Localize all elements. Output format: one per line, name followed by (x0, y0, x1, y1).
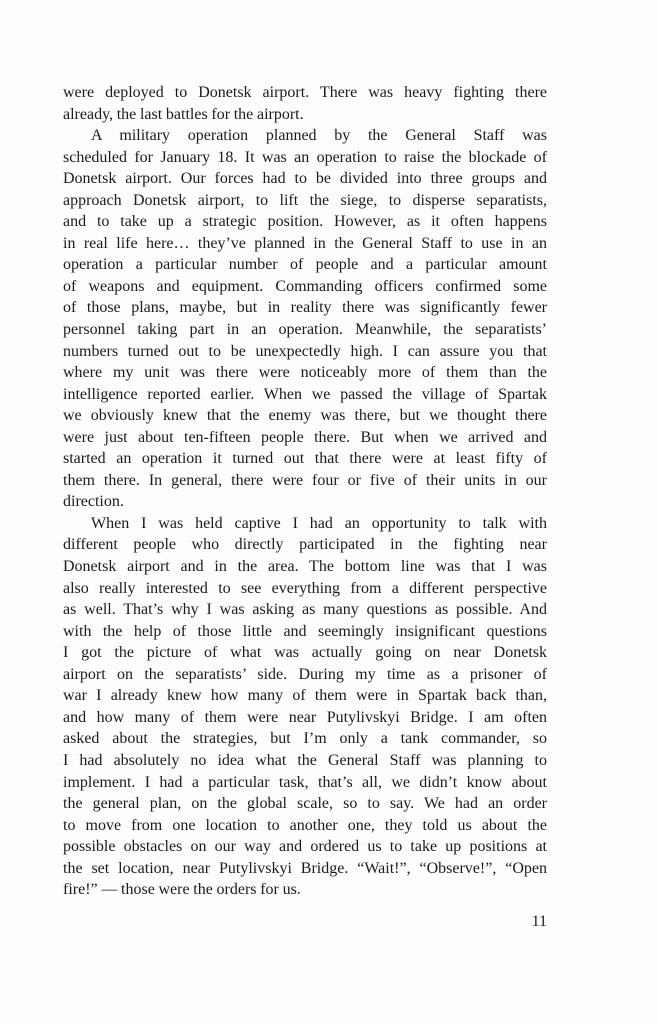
paragraph (63, 513, 547, 901)
text-line: also really interested to see everything from a different perspective (63, 579, 547, 597)
page-text (63, 82, 547, 901)
text-line: as well. That’s why I was asking as many questions as possible. And (63, 601, 547, 619)
text-line: war I already knew how many of them were in Spartak back than, (63, 687, 547, 705)
text-line: I got the picture of what was actually going on near Donetsk (63, 644, 547, 662)
text-line: Donetsk airport. Our forces had to be divided into three groups and (63, 170, 547, 188)
text-line: were just about ten-fifteen people there. But when we arrived and (63, 428, 547, 446)
text-line: with the help of those little and seemingly insignificant questions (63, 622, 547, 640)
text-line: and to take up a strategic position. However, as it often happens (63, 213, 547, 231)
text-line: them there. In general, there were four or five of their units in our (63, 471, 547, 489)
paragraph (63, 125, 547, 513)
text-line: of weapons and equipment. Commanding officers confirmed some (63, 277, 547, 295)
text-line: possible obstacles on our way and ordered us to take up positions at (63, 838, 547, 856)
paragraph (63, 82, 547, 125)
text-line: asked about the strategies, but I’m only a tank commander, so (63, 730, 547, 748)
text-line: already, the last battles for the airport. (63, 105, 304, 123)
text-line: started an operation it turned out that there were at least fifty of (63, 450, 547, 468)
text-line: the general plan, on the global scale, so to say. We had an order (63, 795, 547, 813)
text-line: personnel taking part in an operation. Meanwhile, the separatists’ (63, 321, 547, 339)
text-line: and how many of them were near Putylivskyi Bridge. I am often (63, 708, 547, 726)
text-line: scheduled for January 18. It was an operation to raise the blockade of (63, 148, 547, 166)
text-line: where my unit was there were noticeably more of them than the (63, 364, 547, 382)
text-line: were deployed to Donetsk airport. There was heavy fighting there (63, 84, 547, 101)
text-line: When I was held captive I had an opportunity to talk with (91, 514, 547, 532)
text-line: intelligence reported earlier. When we passed the village of Spartak (63, 385, 547, 403)
text-line: we obviously knew that the enemy was there, but we thought there (63, 407, 547, 425)
text-line: of those plans, maybe, but in reality there was significantly fewer (63, 299, 547, 317)
text-line: numbers turned out to be unexpectedly high. I can assure you that (63, 342, 547, 360)
text-line: the set location, near Putylivskyi Bridge. “Wait!”, “Observe!”, “Open (63, 859, 547, 877)
text-line: approach Donetsk airport, to lift the siege, to disperse separatists, (63, 191, 547, 209)
text-line: in real life here… they’ve planned in the General Staff to use in an (63, 234, 547, 252)
text-line: different people who directly participated in the fighting near (63, 536, 547, 554)
page-number: 11 (531, 913, 547, 930)
text-line: Donetsk airport and in the area. The bottom line was that I was (63, 558, 547, 576)
text-line: direction. (63, 493, 124, 511)
text-line: I had absolutely no idea what the General Staff was planning to (63, 751, 547, 769)
text-line: A military operation planned by the General Staff was (91, 127, 547, 145)
text-line: implement. I had a particular task, that’s all, we didn’t know about (63, 773, 547, 791)
text-line: operation a particular number of people and a particular amount (63, 256, 547, 274)
text-line: fire!” — those were the orders for us. (63, 881, 301, 899)
text-line: to move from one location to another one, they told us about the (63, 816, 547, 834)
text-line: airport on the separatists’ side. During my time as a prisoner of (63, 665, 547, 683)
